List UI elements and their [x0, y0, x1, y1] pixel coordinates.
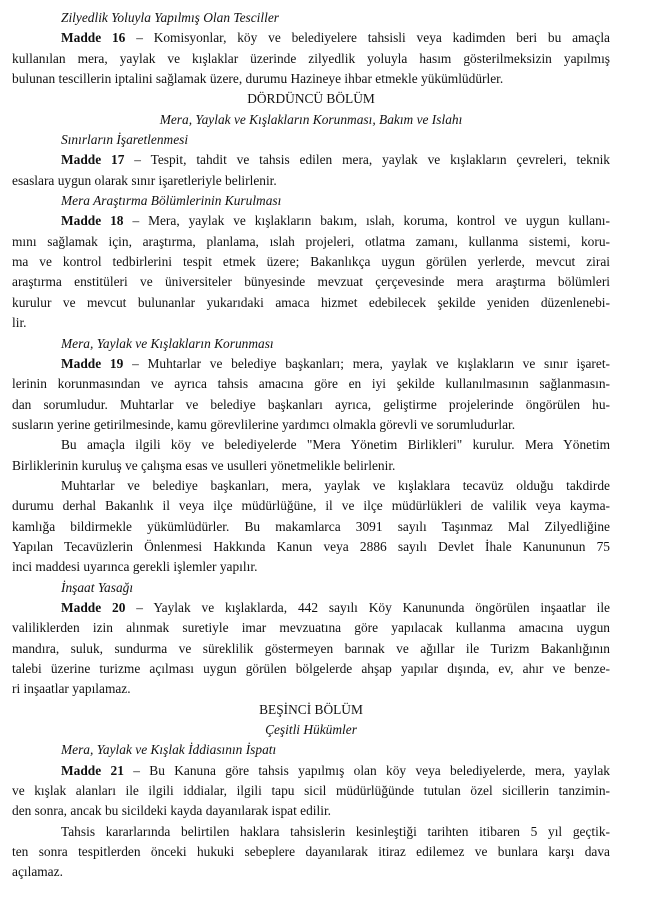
- article-label: Madde 16: [61, 30, 126, 46]
- article-label: Madde 17: [61, 152, 125, 168]
- article-19-line: Bu amaçla ilgili köy ve belediyelerde "Mera Yönetim Birlikleri" kurulur. Mera Yönetim: [61, 437, 610, 453]
- article-17-line: Madde 17 – Tespit, tahdit ve tahsis edilen mera, yaylak ve kışlakların çevreleri, teknik: [61, 152, 610, 168]
- article-20-line: ri inşaatlar yapılamaz.: [12, 681, 131, 697]
- article-21-line: açılamaz.: [12, 864, 63, 880]
- article-label: Madde 18: [61, 213, 124, 229]
- article-19-line: dan sorumludur. Muhtarlar ve belediye başkanları ayrıca, geliştirme projelerinde öngörülen hu-: [12, 396, 610, 412]
- article-19-line: durumu derhal Bakanlık il veya ilçe müdürlüğüne, il ve ilçe müdürlükleri de valilik veya kayma-: [12, 498, 610, 514]
- article-19-line: Yapılan Tecavüzlerin Önlenmesi Hakkında Kanun veya 2886 sayılı Devlet İhale Kanununun 75: [12, 538, 610, 554]
- section-heading: Mera Araştırma Bölümlerinin Kurulması: [61, 193, 282, 209]
- article-21-line: ve kışlak alanları ile ilgili iddialar, ilgili tapu sicil müdürlüğünde tutulan özel sicillerin tanzimin-: [12, 783, 610, 799]
- article-16-line: Madde 16 – Komisyonlar, köy ve belediyelere tahsisli veya kadimden beri bu amaçla: [61, 30, 610, 46]
- article-21-line: Tahsis kararlarında belirtilen haklara tahsislerin kesinleştiği tarihten itibaren 5 yıl geçtik-: [61, 823, 610, 839]
- article-18-line: mını sağlamak için, araştırma, planlama, ıslah projeleri, otlatma zamanı, kullanma sistemi, koru-: [12, 233, 610, 249]
- article-16-line: bulunan tescillerin iptalini sağlamak üzere, durumu Hazineye ihbar etmekle yükümlüdürler.: [12, 71, 504, 87]
- article-18-line: lir.: [12, 315, 27, 331]
- part-subtitle: Çeşitli Hükümler: [265, 722, 357, 738]
- article-19-line: susların yerine getirilmesinde, kamu görevlilerine yardımcı olmakla görevli ve sorumludurlar.: [12, 416, 516, 432]
- part-subtitle: Mera, Yaylak ve Kışlakların Korunması, Bakım ve Islahı: [159, 111, 463, 127]
- article-21-line: Madde 21 – Bu Kanuna göre tahsis yapılmış olan köy veya belediyelerde, mera, yaylak: [61, 762, 610, 778]
- article-19-line: Birliklerinin kuruluş ve çalışma esas ve usulleri yönetmelikle belirlenir.: [12, 457, 396, 473]
- article-17-line: esaslara uygun olarak sınır işaretleriyle belirlenir.: [12, 172, 277, 188]
- section-heading: İnşaat Yasağı: [61, 579, 134, 595]
- article-19-line: Muhtarlar ve belediye başkanları, mera, yaylak ve kışlaklara tecavüz olduğu takdirde: [61, 477, 610, 493]
- article-16-line: kullanılan mera, yaylak ve kışlaklar üzerinde zilyedlik yoluyla hasım gösterilmeksizin yapılmış: [12, 50, 610, 66]
- article-18-line: araştırma enstitüleri ve üniversiteler bünyesinde mevzuat çerçevesinde mera araştırma bölümleri: [12, 274, 610, 290]
- part-title: BEŞİNCİ BÖLÜM: [259, 701, 363, 717]
- article-21-line: ten sonra tespitlerden önceki hukuki sebeplere dayanılarak itiraz edilemez ve bunlara karşı dava: [12, 844, 610, 860]
- article-19-line: Madde 19 – Muhtarlar ve belediye başkanları; mera, yaylak ve kışlakların ve sınır işaret-: [61, 355, 610, 371]
- article-20-line: talebi üzerine turizme açılması uygun görülen bölgelerde ahşap yapılar dışında, ev, ahır ve benze-: [12, 661, 610, 676]
- article-19-line: inci maddesi uyarınca gerekli işlemler yapılır.: [12, 559, 258, 575]
- section-heading: Mera, Yaylak ve Kışlak İddiasının İspatı: [61, 742, 277, 758]
- article-18-line: Madde 18 – Mera, yaylak ve kışlakların bakım, ıslah, koruma, kontrol ve uygun kullanı-: [61, 213, 610, 229]
- law-text-page: [12, 8, 610, 883]
- article-21-line: den sonra, ancak bu sicildeki kayda dayanılarak ispat edilir.: [12, 803, 332, 819]
- article-20-line: mandıra, suluk, sundurma ve süreklilik göstermeyen barınak ve ağıllar ile Turizm Bakanlığının: [12, 640, 610, 656]
- section-heading: Zilyedlik Yoluyla Yapılmış Olan Tesciller: [61, 10, 279, 25]
- article-20-line: Madde 20 – Yaylak ve kışlaklarda, 442 sayılı Köy Kanununda öngörülen inşaatlar ile: [61, 599, 610, 615]
- article-18-line: kurulur ve mevcut bulunanlar yukarıdaki amaca hizmet edebilecek şekilde yeniden düzenlenebi-: [12, 294, 610, 310]
- article-19-line: kamlığa bildirmekle yükümlüdürler. Bu makamlarca 3091 sayılı Taşınmaz Mal Zilyedliğine: [12, 518, 610, 534]
- article-label: Madde 19: [61, 355, 124, 371]
- article-18-line: ma ve kontrol tedbirlerini tespit etmek üzere; Bakanlıkça uygun görülen yerlerde, mevcut zirai: [12, 254, 610, 270]
- article-label: Madde 20: [61, 599, 126, 615]
- section-heading: Mera, Yaylak ve Kışlakların Korunması: [61, 335, 274, 351]
- section-heading: Sınırların İşaretlenmesi: [61, 132, 189, 148]
- article-label: Madde 21: [61, 762, 124, 778]
- article-20-line: valiliklerden izin alınmak suretiyle imar mevzuatına göre yapılacak kullanma amacına uygun: [12, 620, 610, 636]
- part-title: DÖRDÜNCÜ BÖLÜM: [247, 91, 375, 107]
- article-19-line: lerinin korunmasından ve ayrıca tahsis amacına göre en iyi şekilde kullanılmasının sağlanmasın-: [12, 376, 610, 392]
